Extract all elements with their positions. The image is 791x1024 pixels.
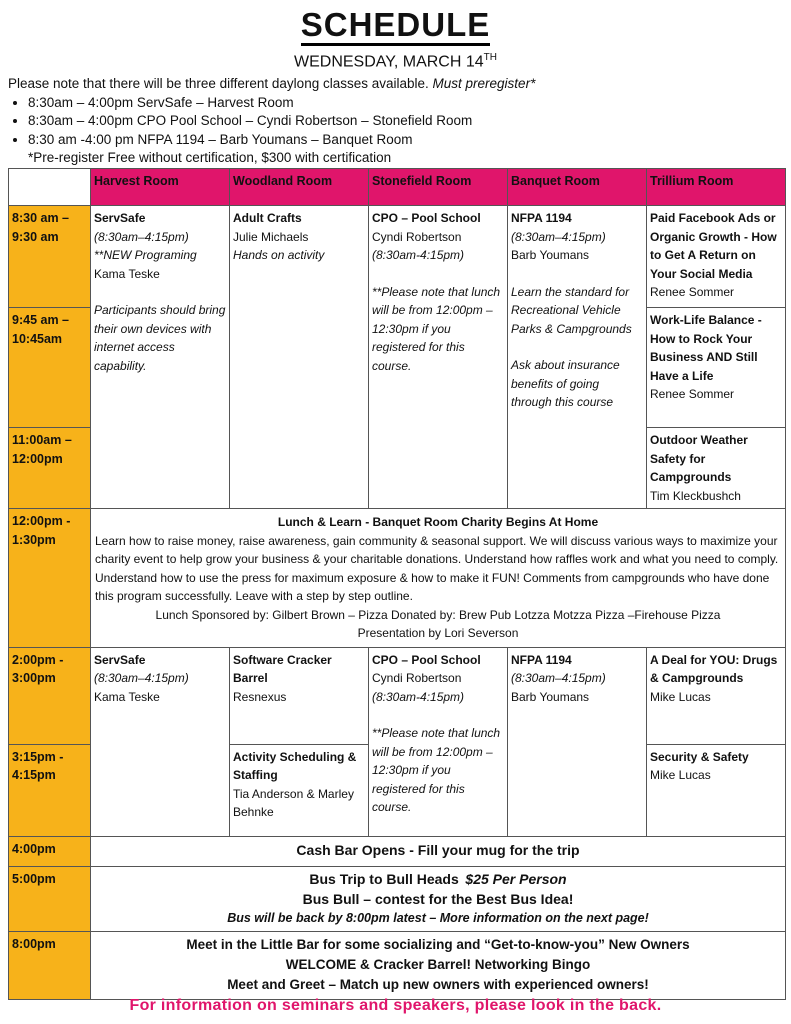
schedule-table (8, 168, 786, 1000)
time-slot: 11:00am – 12:00pm (9, 428, 91, 509)
session-trillium-1: Paid Facebook Ads or Organic Growth - How to Get A Return on Your Social Media Renee Sommer (647, 206, 786, 308)
session-woodland-morning: Adult Crafts Julie Michaels Hands on activity (230, 206, 369, 509)
room-header-woodland: Woodland Room (230, 169, 369, 206)
meet-and-greet: Meet in the Little Bar for some socializing and “Get-to-know-you” New Owners WELCOME & Cracker Barrel! Networking Bingo Meet and Greet – Match up new owners with experienced owners! (91, 931, 786, 999)
session-banquet-morning: NFPA 1194 (8:30am–4:15pm) Barb Youmans Learn the standard for Recreational Vehicle Parks & Campgrounds Ask about insurance benefits of going through this course (508, 206, 647, 509)
time-slot: 3:15pm - 4:15pm (9, 744, 91, 836)
intro-note-em: Must preregister* (432, 76, 536, 91)
session-woodland-afternoon-2: Activity Scheduling & Staffing Tia Anderson & Marley Behnke (230, 744, 369, 836)
session-harvest-afternoon: ServSafe (8:30am–4:15pm) Kama Teske (91, 647, 230, 836)
intro-prereg: *Pre-register Free without certification, $300 with certification (28, 150, 392, 165)
page-title: SCHEDULE (0, 6, 791, 44)
time-slot: 12:00pm - 1:30pm (9, 509, 91, 648)
intro-bullet: • 8:30am – 4:00pm CPO Pool School – Cyndi Robertson – Stonefield Room (28, 112, 788, 131)
session-trillium-afternoon-2: Security & Safety Mike Lucas (647, 744, 786, 836)
intro-bullet: • 8:30am – 4:00pm ServSafe – Harvest Room (28, 94, 788, 113)
footer-note: For information on seminars and speakers, please look in the back. (129, 997, 662, 1014)
time-slot: 5:00pm (9, 866, 91, 931)
intro-note: Please note that there will be three different daylong classes available. (8, 76, 429, 91)
session-stonefield-afternoon: CPO – Pool School Cyndi Robertson (8:30am-4:15pm) **Please note that lunch will be from 12:00pm – 12:30pm if you registered for this course. (369, 647, 508, 836)
time-slot: 8:00pm (9, 931, 91, 999)
time-slot: 9:45 am – 10:45am (9, 308, 91, 428)
room-header-harvest: Harvest Room (91, 169, 230, 206)
cash-bar: Cash Bar Opens - Fill your mug for the trip (91, 836, 786, 866)
time-slot: 2:00pm - 3:00pm (9, 647, 91, 744)
session-trillium-2: Work-Life Balance - How to Rock Your Business AND Still Have a Life Renee Sommer (647, 308, 786, 428)
bus-trip: Bus Trip to Bull Heads $25 Per Person Bus Bull – contest for the Best Bus Idea! Bus will be back by 8:00pm latest – More information on the next page! (91, 866, 786, 931)
time-slot: 4:00pm (9, 836, 91, 866)
session-stonefield-morning: CPO – Pool School Cyndi Robertson (8:30am-4:15pm) **Please note that lunch will be from 12:00pm – 12:30pm if you registered for this course. (369, 206, 508, 509)
session-woodland-afternoon-1: Software Cracker Barrel Resnexus (230, 647, 369, 744)
time-slot: 8:30 am – 9:30 am (9, 206, 91, 308)
session-trillium-3: Outdoor Weather Safety for Campgrounds Tim Kleckbushch (647, 428, 786, 509)
corner-cell (9, 169, 91, 206)
session-harvest-morning: ServSafe (8:30am–4:15pm) **NEW Programing Kama Teske Participants should bring their own devices with internet access capability. (91, 206, 230, 509)
intro-bullet: • 8:30 am -4:00 pm NFPA 1194 – Barb Youmans – Banquet Room (28, 131, 788, 150)
intro-bullets (8, 94, 788, 150)
page-date: WEDNESDAY, MARCH 14TH (293, 52, 497, 71)
session-trillium-afternoon-1: A Deal for YOU: Drugs & Campgrounds Mike Lucas (647, 647, 786, 744)
room-header-trillium: Trillium Room (647, 169, 786, 206)
lunch-and-learn: Lunch & Learn - Banquet Room Charity Begins At Home Learn how to raise money, raise awareness, gain community & seasonal support. We will discuss various ways to maximize your charity event to help grow your business & your charitable donations. Understand how raffles work and what you need to comply. Understand how to use the press for maximum exposure & how to make it FUN! Comments from campgrounds who have done this program successfully. Leave with a step by step outline. Lunch Sponsored by: Gilbert Brown – Pizza Donated by: Brew Pub Lotzza Motzza Pizza –Firehouse Pizza Presentation by Lori Severson (91, 509, 786, 648)
session-banquet-afternoon: NFPA 1194 (8:30am–4:15pm) Barb Youmans (508, 647, 647, 836)
room-header-banquet: Banquet Room (508, 169, 647, 206)
room-header-stonefield: Stonefield Room (369, 169, 508, 206)
intro-section (8, 75, 788, 168)
